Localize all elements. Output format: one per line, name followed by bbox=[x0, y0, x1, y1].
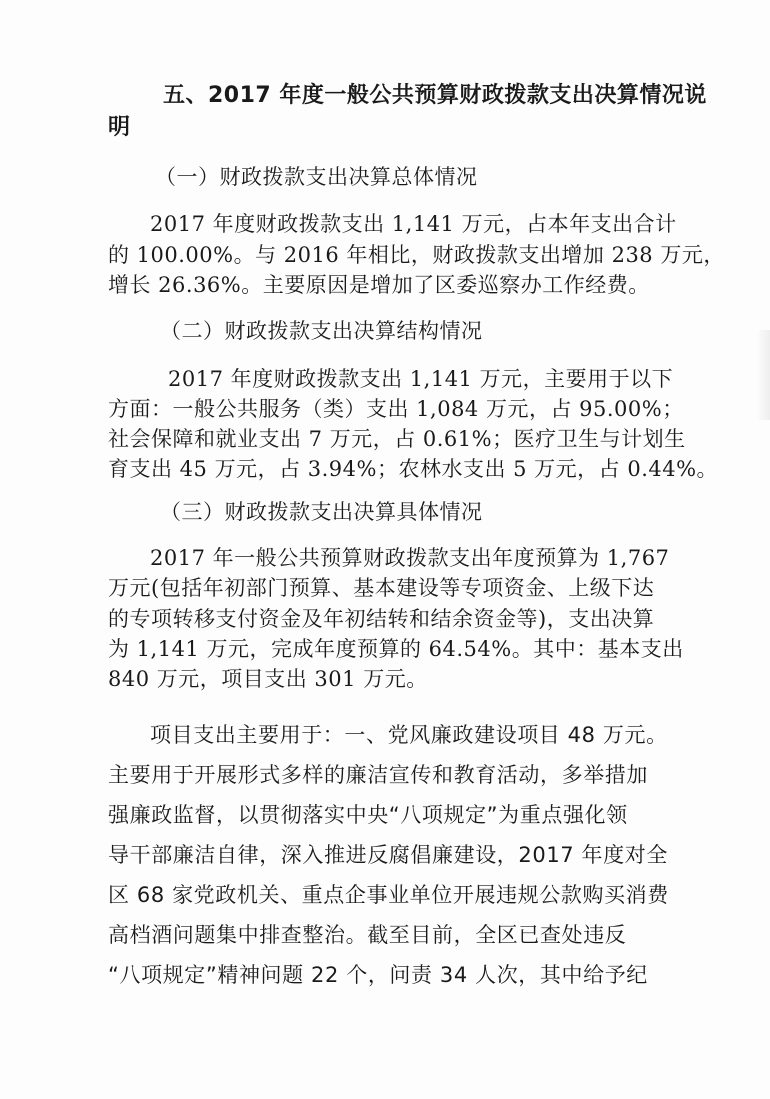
section-4-line-3: 强廉政监督，以贯彻落实中央“八项规定”为重点强化领 bbox=[108, 803, 628, 827]
section-2-line-4: 育支出 45 万元，占 3.94%；农林水支出 5 万元，占 0.44%。 bbox=[108, 457, 719, 481]
section-4-line-2: 主要用于开展形式多样的廉洁宣传和教育活动，多举措加 bbox=[108, 763, 648, 787]
section-3-line-3: 的专项转移支付资金及年初结转和结余资金等)，支出决算 bbox=[108, 607, 655, 631]
section-3-heading: （三）财政拨款支出决算具体情况 bbox=[160, 500, 483, 524]
section-4-line-5: 区 68 家党政机关、重点企事业单位开展违规公款购买消费 bbox=[108, 883, 669, 907]
section-4-line-7: “八项规定”精神问题 22 个，问责 34 人次，其中给予纪 bbox=[108, 963, 648, 987]
scan-edge-shadow bbox=[756, 330, 770, 420]
section-2-line-2: 方面：一般公共服务（类）支出 1,084 万元，占 95.00%； bbox=[108, 397, 684, 421]
section-4-line-1: 项目支出主要用于：一、党风廉政建设项目 48 万元。 bbox=[150, 723, 668, 747]
document-title-line-2: 明 bbox=[108, 115, 131, 140]
section-3-line-1: 2017 年一般公共预算财政拨款支出年度预算为 1,767 bbox=[150, 546, 670, 570]
section-1-heading: （一）财政拨款支出决算总体情况 bbox=[155, 165, 478, 189]
section-4-line-6: 高档酒问题集中排查整治。截至目前，全区已查处违反 bbox=[108, 923, 627, 947]
section-3-line-5: 840 万元，项目支出 301 万元。 bbox=[108, 667, 428, 691]
section-4-line-4: 导干部廉洁自律，深入推进反腐倡廉建设，2017 年度对全 bbox=[108, 843, 668, 867]
section-3-line-2: 万元(包括年初部门预算、基本建设等专项资金、上级下达 bbox=[108, 576, 655, 600]
section-1-line-1: 2017 年度财政拨款支出 1,141 万元，占本年支出合计 bbox=[150, 212, 677, 236]
section-2-heading: （二）财政拨款支出决算结构情况 bbox=[160, 319, 483, 343]
section-2-line-1: 2017 年度财政拨款支出 1,141 万元，主要用于以下 bbox=[168, 367, 674, 391]
section-1-line-3: 增长 26.36%。主要原因是增加了区委巡察办工作经费。 bbox=[108, 273, 650, 297]
section-2-line-3: 社会保障和就业支出 7 万元，占 0.61%；医疗卫生与计划生 bbox=[108, 427, 686, 451]
section-3-line-4: 为 1,141 万元，完成年度预算的 64.54%。其中：基本支出 bbox=[108, 637, 684, 661]
document-title-line-1: 五、2017 年度一般公共预算财政拨款支出决算情况说 bbox=[163, 83, 707, 108]
section-1-line-2: 的 100.00%。与 2016 年相比，财政拨款支出增加 238 万元， bbox=[108, 243, 725, 267]
